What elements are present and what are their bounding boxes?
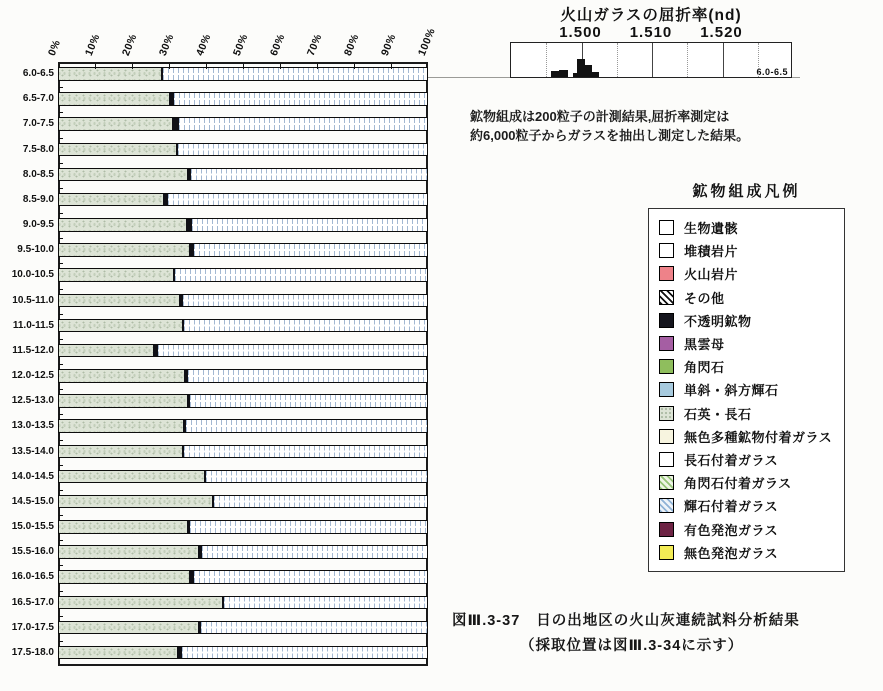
legend-item bbox=[659, 264, 844, 283]
bar-segment-quartz-feldspar bbox=[59, 93, 169, 105]
y-axis-tick-mark bbox=[59, 465, 63, 466]
y-axis-tick-mark bbox=[59, 364, 63, 365]
legend-title: 鉱物組成凡例 bbox=[692, 183, 801, 200]
depth-range-label: 6.0-6.5 bbox=[22, 68, 54, 79]
histogram-title: 火山ガラスの屈折率(nd) bbox=[560, 7, 742, 24]
bar-segment-quartz-feldspar bbox=[59, 471, 204, 483]
x-axis-tick-mark bbox=[391, 64, 392, 69]
legend-item bbox=[659, 218, 844, 237]
black-swatch-icon bbox=[659, 313, 674, 328]
legend-item bbox=[659, 473, 844, 492]
depth-range-label: 7.5-8.0 bbox=[22, 143, 54, 155]
bar-segment-quartz-feldspar bbox=[59, 597, 222, 609]
bar-segment-glass bbox=[168, 194, 427, 206]
bar-segment-glass bbox=[194, 571, 427, 583]
legend-item-label: 生物遺骸 bbox=[684, 221, 739, 237]
histogram-gridline-solid bbox=[652, 43, 653, 77]
legend-item bbox=[659, 427, 844, 446]
composition-bar-row bbox=[58, 596, 428, 610]
legend-item bbox=[659, 496, 844, 515]
bar-segment-glass bbox=[184, 320, 427, 332]
depth-range-label: 17.0-17.5 bbox=[11, 621, 54, 633]
y-axis-tick-mark bbox=[59, 616, 63, 617]
composition-bar-row bbox=[58, 344, 428, 358]
method-note bbox=[470, 107, 749, 145]
bar-segment-quartz-feldspar bbox=[59, 219, 186, 231]
composition-bar-row bbox=[58, 394, 428, 408]
y-axis-tick-mark bbox=[59, 540, 63, 541]
y-axis-tick-mark bbox=[59, 289, 63, 290]
legend-box bbox=[648, 208, 845, 572]
bar-segment-glass bbox=[190, 521, 427, 533]
bar-segment-quartz-feldspar bbox=[59, 546, 198, 558]
plain-swatch-icon bbox=[659, 220, 674, 235]
histogram-tick-label: 1.520 bbox=[700, 24, 743, 41]
y-axis-tick-mark bbox=[59, 565, 63, 566]
figure-subtitle: （採取位置は図Ⅲ.3-34に示す） bbox=[520, 638, 744, 654]
y-axis-tick-mark bbox=[59, 591, 63, 592]
legend-item-label: 有色発泡ガラス bbox=[684, 522, 779, 538]
bar-segment-glass bbox=[184, 446, 427, 458]
lightblue-swatch-icon bbox=[659, 382, 674, 397]
method-note-line2: 約6,000粒子からガラスを抽出し測定した結果。 bbox=[470, 128, 750, 143]
histogram-gridline-dotted bbox=[687, 43, 688, 77]
x-axis-tick-label: 10% bbox=[82, 32, 103, 58]
legend-item bbox=[659, 357, 844, 376]
histogram-bin-bar bbox=[559, 70, 568, 77]
maroon-swatch-icon bbox=[659, 522, 674, 537]
composition-bar-row bbox=[58, 193, 428, 207]
depth-range-label: 9.0-9.5 bbox=[22, 219, 54, 230]
composition-bar-row bbox=[58, 545, 428, 559]
legend-item-label: 単斜・斜方輝石 bbox=[684, 383, 779, 399]
legend-item bbox=[659, 404, 844, 423]
method-note-line1: 鉱物組成は200粒子の計測結果,屈折率測定は bbox=[470, 109, 730, 124]
depth-range-label: 10.0-10.5 bbox=[11, 269, 54, 281]
legend-item bbox=[659, 311, 844, 330]
depth-range-label: 11.0-11.5 bbox=[12, 319, 54, 331]
bar-segment-glass bbox=[191, 169, 427, 181]
legend-item-label: 輝石付着ガラス bbox=[684, 499, 779, 515]
yellow-swatch-icon bbox=[659, 545, 674, 560]
depth-range-label: 14.0-14.5 bbox=[11, 470, 54, 482]
histogram-tick-label: 1.500 bbox=[559, 24, 602, 41]
x-axis-tick-label: 30% bbox=[156, 32, 177, 58]
depth-range-label: 12.0-12.5 bbox=[11, 370, 54, 381]
legend-item-label: 角閃石付着ガラス bbox=[684, 476, 792, 492]
composition-bar-row bbox=[58, 445, 428, 459]
legend-item-label: 無色発泡ガラス bbox=[684, 545, 779, 561]
composition-bar-row bbox=[58, 369, 428, 383]
composition-bar-row bbox=[58, 495, 428, 509]
x-axis-tick-label: 60% bbox=[267, 32, 288, 58]
depth-range-label: 14.5-15.0 bbox=[11, 495, 54, 507]
bar-segment-quartz-feldspar bbox=[59, 295, 179, 307]
bar-segment-quartz-feldspar bbox=[59, 370, 184, 382]
x-axis-tick-label: 40% bbox=[193, 32, 214, 58]
histogram-gridline-dotted bbox=[758, 43, 759, 77]
x-axis-tick-label: 100% bbox=[415, 26, 438, 58]
plain-swatch-icon bbox=[659, 452, 674, 467]
y-axis-tick-mark bbox=[59, 440, 63, 441]
composition-bar-row bbox=[58, 520, 428, 534]
composition-bar-row bbox=[58, 168, 428, 182]
histogram-bin-bar bbox=[551, 71, 559, 77]
y-axis-tick-mark bbox=[59, 188, 63, 189]
bar-segment-glass bbox=[192, 219, 427, 231]
depth-range-label: 7.0-7.5 bbox=[22, 118, 54, 130]
y-axis-tick-mark bbox=[59, 490, 63, 491]
composition-bar-row bbox=[58, 143, 428, 157]
plain-swatch-icon bbox=[659, 243, 674, 258]
bar-segment-glass bbox=[214, 496, 427, 508]
bar-segment-glass bbox=[194, 244, 427, 256]
cream-swatch-icon bbox=[659, 429, 674, 444]
legend-item-label: 無色多種鉱物付着ガラス bbox=[684, 429, 833, 445]
depth-range-label: 6.5-7.0 bbox=[22, 93, 54, 105]
depth-range-label: 13.0-13.5 bbox=[11, 420, 54, 432]
bar-segment-glass bbox=[178, 144, 427, 156]
x-axis-tick-label: 80% bbox=[341, 32, 362, 58]
y-axis-tick-mark bbox=[59, 515, 63, 516]
x-axis-tick-mark bbox=[95, 64, 96, 69]
legend-item bbox=[659, 380, 844, 399]
hatchblack-swatch-icon bbox=[659, 290, 674, 305]
y-axis-tick-mark bbox=[59, 213, 63, 214]
bar-segment-glass bbox=[188, 370, 427, 382]
histogram-bin-bar bbox=[577, 59, 585, 77]
histogram-bin-bar bbox=[592, 72, 599, 77]
composition-bar-row bbox=[58, 67, 428, 81]
composition-bar-row bbox=[58, 92, 428, 106]
hatchgreen-swatch-icon bbox=[659, 475, 674, 490]
histogram-plot-box bbox=[510, 42, 792, 78]
bar-segment-glass bbox=[182, 647, 427, 659]
x-axis-tick-label: 0% bbox=[45, 38, 64, 58]
depth-range-label: 15.0-15.5 bbox=[11, 521, 54, 532]
y-axis-tick-mark bbox=[59, 389, 63, 390]
composition-bar-row bbox=[58, 570, 428, 584]
legend-item bbox=[659, 288, 844, 307]
bar-segment-glass bbox=[158, 345, 427, 357]
bar-segment-opaque-minerals bbox=[172, 118, 179, 130]
legend-item-label: その他 bbox=[684, 290, 725, 306]
depth-range-label: 9.5-10.0 bbox=[17, 244, 54, 256]
bar-segment-glass bbox=[179, 118, 427, 130]
green-swatch-icon bbox=[659, 359, 674, 374]
bar-segment-quartz-feldspar bbox=[59, 395, 187, 407]
y-axis-tick-mark bbox=[59, 414, 63, 415]
depth-range-label: 8.5-9.0 bbox=[22, 193, 54, 205]
y-axis-tick-mark bbox=[59, 641, 63, 642]
x-axis-tick-label: 50% bbox=[230, 32, 251, 58]
bar-segment-quartz-feldspar bbox=[59, 68, 161, 80]
bar-segment-quartz-feldspar bbox=[59, 496, 212, 508]
depth-range-label: 16.0-16.5 bbox=[11, 571, 54, 583]
legend-item-label: 長石付着ガラス bbox=[684, 452, 779, 468]
histogram-gridline-solid bbox=[723, 43, 724, 77]
legend-item-label: 黒雲母 bbox=[684, 337, 725, 353]
depth-range-label: 8.0-8.5 bbox=[22, 168, 54, 180]
purple-swatch-icon bbox=[659, 336, 674, 351]
bar-segment-glass bbox=[175, 269, 427, 281]
x-axis-tick-mark bbox=[354, 64, 355, 69]
depth-range-label: 13.5-14.0 bbox=[11, 445, 54, 457]
legend-item-label: 角閃石 bbox=[684, 360, 725, 376]
composition-bar-row bbox=[58, 218, 428, 232]
x-axis-tick-label: 70% bbox=[304, 32, 325, 58]
y-axis-tick-mark bbox=[59, 87, 63, 88]
legend-item bbox=[659, 543, 844, 562]
bar-segment-quartz-feldspar bbox=[59, 144, 176, 156]
legend-item bbox=[659, 450, 844, 469]
composition-bar-row bbox=[58, 621, 428, 635]
composition-bar-row bbox=[58, 117, 428, 131]
x-axis-tick-mark bbox=[132, 64, 133, 69]
composition-bar-row bbox=[58, 419, 428, 433]
legend-item-label: 堆積岩片 bbox=[684, 244, 739, 260]
hatchblue-swatch-icon bbox=[659, 498, 674, 513]
bar-segment-glass bbox=[183, 295, 427, 307]
pink-swatch-icon bbox=[659, 266, 674, 281]
legend-item bbox=[659, 520, 844, 539]
composition-bar-row bbox=[58, 319, 428, 333]
bar-segment-quartz-feldspar bbox=[59, 118, 172, 130]
depth-range-label: 15.5-16.0 bbox=[11, 546, 54, 558]
bar-segment-glass bbox=[186, 420, 427, 432]
x-axis-tick-mark bbox=[169, 64, 170, 69]
bar-segment-quartz-feldspar bbox=[59, 446, 182, 458]
bar-segment-quartz-feldspar bbox=[59, 320, 182, 332]
x-axis-tick-label: 90% bbox=[378, 32, 399, 58]
y-axis-tick-mark bbox=[59, 339, 63, 340]
depth-range-label: 17.5-18.0 bbox=[11, 646, 54, 658]
depth-range-label: 10.5-11.0 bbox=[12, 294, 54, 306]
x-axis-tick-mark bbox=[243, 64, 244, 69]
depth-range-label: 12.5-13.0 bbox=[11, 395, 54, 407]
y-axis-tick-mark bbox=[59, 163, 63, 164]
bar-segment-quartz-feldspar bbox=[59, 269, 173, 281]
histogram-bin-bar bbox=[585, 65, 592, 77]
figure-caption bbox=[452, 609, 800, 655]
depth-range-label: 11.5-12.0 bbox=[12, 344, 54, 356]
depth-range-label: 16.5-17.0 bbox=[11, 596, 54, 608]
bar-segment-glass bbox=[163, 68, 427, 80]
composition-bar-row bbox=[58, 470, 428, 484]
bar-segment-glass bbox=[224, 597, 427, 609]
composition-bar-row bbox=[58, 646, 428, 660]
y-axis-tick-mark bbox=[59, 138, 63, 139]
bar-segment-quartz-feldspar bbox=[59, 194, 163, 206]
composition-bar-row bbox=[58, 243, 428, 257]
histogram-gridline-dotted bbox=[546, 43, 547, 77]
x-axis-tick-mark bbox=[317, 64, 318, 69]
legend-item bbox=[659, 334, 844, 353]
bar-segment-quartz-feldspar bbox=[59, 647, 177, 659]
figure-title: 日の出地区の火山灰連続試料分析結果 bbox=[536, 613, 800, 629]
bar-segment-glass bbox=[202, 546, 427, 558]
x-axis-tick-mark bbox=[280, 64, 281, 69]
histogram-tick-label: 1.510 bbox=[629, 24, 673, 41]
legend-item-label: 火山岩片 bbox=[684, 267, 739, 283]
legend-item-label: 不透明鉱物 bbox=[684, 313, 752, 329]
y-axis-tick-mark bbox=[59, 112, 63, 113]
legend-item bbox=[659, 241, 844, 260]
bar-segment-quartz-feldspar bbox=[59, 345, 153, 357]
y-axis-tick-mark bbox=[59, 263, 63, 264]
bar-segment-quartz-feldspar bbox=[59, 521, 187, 533]
bar-segment-glass bbox=[206, 471, 427, 483]
figure-number: 図Ⅲ.3-37 bbox=[452, 613, 521, 629]
histogram-sample-label: 6.0-6.5 bbox=[756, 67, 788, 77]
x-axis-tick-mark bbox=[206, 64, 207, 69]
bar-segment-quartz-feldspar bbox=[59, 571, 189, 583]
bar-segment-glass bbox=[201, 622, 427, 634]
bar-segment-quartz-feldspar bbox=[59, 622, 198, 634]
y-axis-tick-mark bbox=[59, 238, 63, 239]
legend-item-label: 石英・長石 bbox=[684, 406, 752, 422]
speckle-swatch-icon bbox=[659, 406, 674, 421]
histogram-gridline-dotted bbox=[617, 43, 618, 77]
y-axis-tick-mark bbox=[59, 314, 63, 315]
bar-segment-quartz-feldspar bbox=[59, 420, 183, 432]
bar-segment-glass bbox=[190, 395, 427, 407]
bar-segment-quartz-feldspar bbox=[59, 169, 187, 181]
bar-segment-glass bbox=[174, 93, 427, 105]
x-axis-tick-label: 20% bbox=[119, 32, 140, 58]
composition-bar-row bbox=[58, 294, 428, 308]
bar-segment-quartz-feldspar bbox=[59, 244, 189, 256]
composition-bar-row bbox=[58, 268, 428, 282]
